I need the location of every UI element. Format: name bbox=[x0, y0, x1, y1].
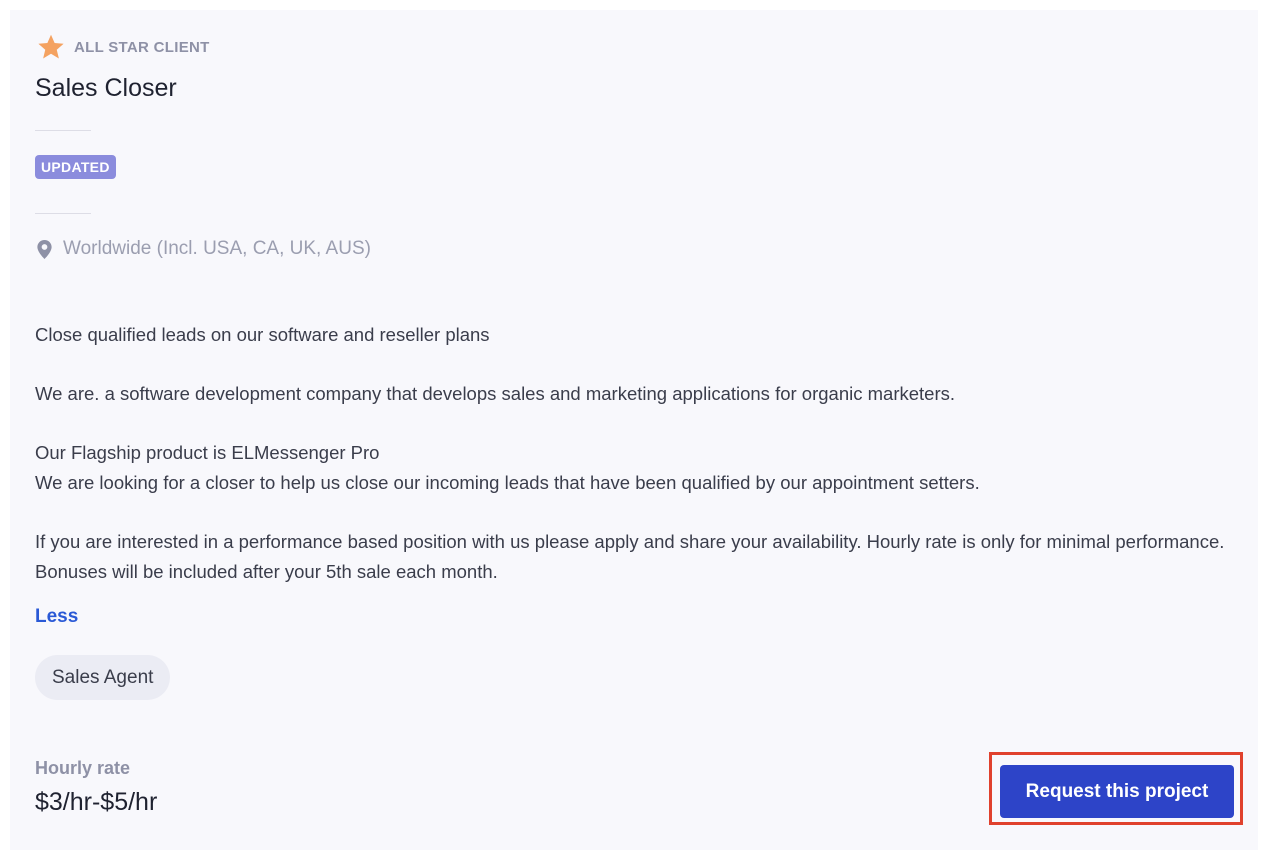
hourly-rate-label: Hourly rate bbox=[35, 758, 131, 778]
description-line: Close qualified leads on our software and reseller plans bbox=[35, 324, 490, 345]
skill-tag: Sales Agent bbox=[35, 655, 170, 700]
project-title: Sales Closer bbox=[35, 74, 177, 102]
map-pin-icon bbox=[37, 240, 52, 259]
project-description bbox=[35, 320, 1225, 587]
location bbox=[37, 238, 371, 260]
description-line: We are. a software development company that develops sales and marketing applications for organic marketers. bbox=[35, 383, 955, 404]
all-star-client-badge bbox=[36, 32, 210, 62]
description-line: We are looking for a closer to help us close our incoming leads that have been qualified by our appointment setters. bbox=[35, 472, 980, 493]
show-less-link[interactable]: Less bbox=[35, 606, 79, 627]
client-badge-label: ALL STAR CLIENT bbox=[74, 38, 210, 56]
description-line: Our Flagship product is ELMessenger Pro bbox=[35, 442, 380, 463]
request-project-button[interactable]: Request this project bbox=[1000, 765, 1234, 818]
star-icon bbox=[36, 32, 66, 62]
hourly-rate-value: $3/hr-$5/hr bbox=[35, 788, 158, 816]
project-card bbox=[10, 10, 1258, 850]
updated-badge: UPDATED bbox=[35, 155, 116, 179]
divider bbox=[35, 130, 91, 131]
description-line: If you are interested in a performance based position with us please apply and share your availability. Hourly rate is only for minimal performance. Bonuses will be included after your 5th sale each month. bbox=[35, 531, 1225, 582]
divider bbox=[35, 213, 91, 214]
location-text: Worldwide (Incl. USA, CA, UK, AUS) bbox=[63, 238, 371, 259]
